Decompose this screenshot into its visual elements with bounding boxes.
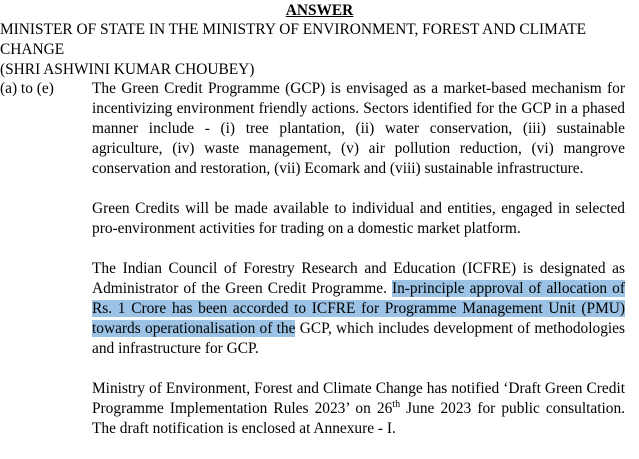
highlighted-text: In-principle approval of allocation of Rs. 1 Crore has been accorded to ICFRE for Programme Management Unit (PMU) towards operationalisation of the xyxy=(92,280,625,337)
minister-name: (SHRI ASHWINI KUMAR CHOUBEY) xyxy=(0,61,255,78)
answer-body xyxy=(92,79,625,459)
draft-rules-text-after: June 2023 for public consultation. The draft notification is enclosed at Annexure - I. xyxy=(92,400,625,437)
answer-part-label: (a) to (e) xyxy=(0,80,54,97)
draft-rules-text-before: Ministry of Environment, Forest and Climate Change has notified ‘Draft Green Credit Programme Implementation Rules 2023’ on 26 xyxy=(92,380,625,417)
paragraph-gcp-overview: The Green Credit Programme (GCP) is envisaged as a market-based mechanism for incentivizing environment friendly actions. Sectors identified for the GCP in a phased manner include - (i) tree plantation, (ii) water conservation, (iii) sustainable agriculture, (iv) waste management, (v) air pollution reduction, (vi) mangrove conservation and restoration, (vii) Ecomark and (viii) sustainable infrastructure. xyxy=(92,80,625,177)
paragraph-green-credits: Green Credits will be made available to individual and entities, engaged in selected pro-environment activities for trading on a domestic market platform. xyxy=(92,200,625,237)
date-superscript: th xyxy=(392,398,401,410)
minister-title-line2: CHANGE xyxy=(0,41,65,58)
paragraph-icfre xyxy=(92,259,625,359)
minister-title-line1: MINISTER OF STATE IN THE MINISTRY OF ENVIRONMENT, FOREST AND CLIMATE xyxy=(0,21,587,38)
icfre-text-before: The Indian Council of Forestry Research and Education (ICFRE) is designated as Administrator of the Green Credit Programme. xyxy=(92,260,625,297)
paragraph-draft-rules xyxy=(92,379,625,439)
answer-heading: ANSWER xyxy=(285,2,354,19)
minister-block xyxy=(0,20,620,80)
icfre-text-after: GCP, which includes development of methodologies and infrastructure for GCP. xyxy=(92,320,625,357)
